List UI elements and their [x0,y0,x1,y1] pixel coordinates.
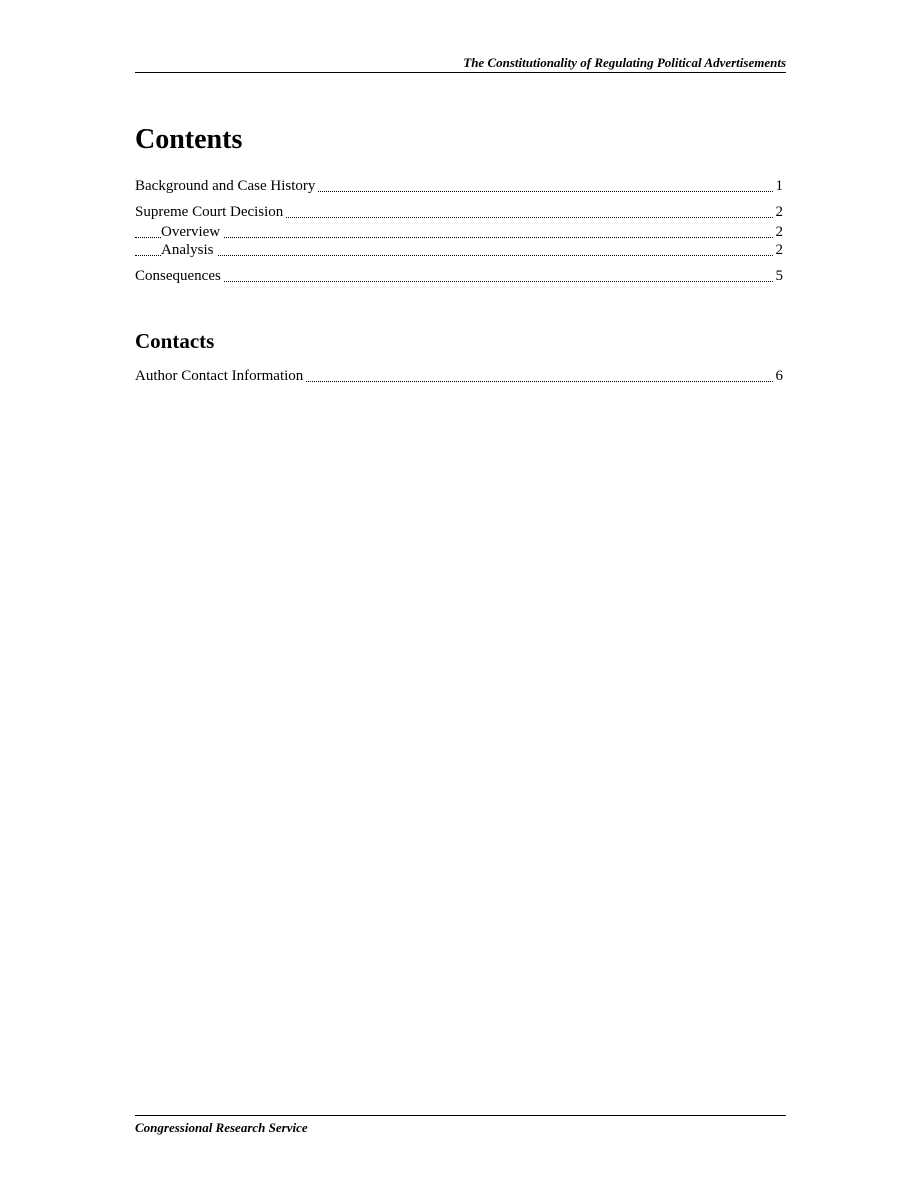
toc-page-number: 2 [775,242,783,258]
contents-heading: Contents [135,124,243,155]
contacts-list [135,366,783,386]
toc-page-number: 2 [775,224,783,240]
header-rule [135,72,786,73]
dot-leader [135,255,773,256]
toc-page-number: 6 [775,368,783,384]
toc-entry-analysis[interactable] [135,241,783,260]
toc-entry-title: Supreme Court Decision [135,204,286,220]
running-footer: Congressional Research Service [135,1120,308,1135]
toc-entry-author-contact[interactable] [135,366,783,386]
toc-entry-title: Consequences [135,268,224,284]
toc-page-number: 1 [775,178,783,194]
footer-rule [135,1115,786,1116]
toc-page-number: 5 [775,268,783,284]
toc-entry-overview[interactable] [135,223,783,242]
table-of-contents [135,176,783,286]
toc-entry-title: Overview [161,224,223,240]
contacts-heading: Contacts [135,329,215,353]
toc-page-number: 2 [775,204,783,220]
dot-leader [135,237,773,238]
toc-entry-supreme-court-decision[interactable] [135,202,783,222]
dot-leader [135,281,773,282]
toc-entry-title: Author Contact Information [135,368,306,384]
running-header: The Constitutionality of Regulating Political Advertisements [463,55,786,70]
toc-entry-background[interactable] [135,176,783,196]
toc-entry-title: Analysis [161,242,217,258]
toc-entry-consequences[interactable] [135,266,783,286]
toc-entry-title: Background and Case History [135,178,318,194]
